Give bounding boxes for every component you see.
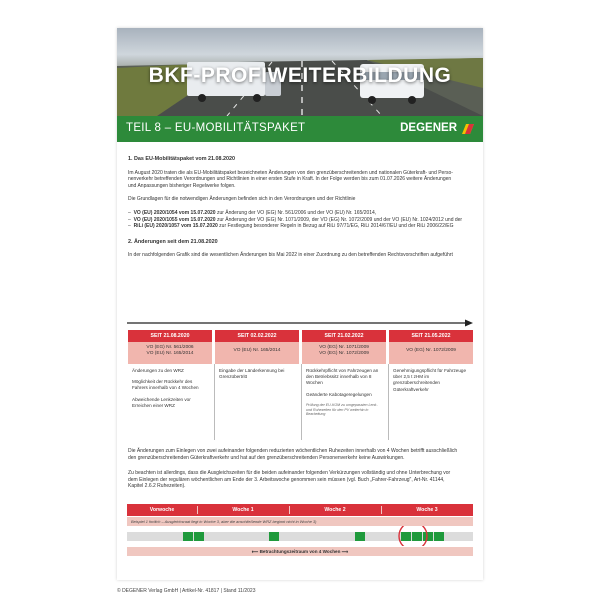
- header-photo: [117, 28, 483, 116]
- week-label: Woche 3: [416, 507, 438, 513]
- regulation-ref: VO (EU) Nr. 165/2014: [146, 351, 194, 357]
- regulation-ref: VO (EG) Nr. 1072/2009: [406, 348, 456, 353]
- regulation-desc: zur Festlegung besonderer Regeln in Bezug auf RiLi 97/71/EG, RiLi 2014/67/EU und der RiLi 2006/22/EG: [217, 223, 454, 230]
- example-caption: [127, 517, 473, 526]
- week-label: Woche 2: [324, 507, 346, 513]
- regulation-ref: VO (EG) Nr. 1072/2009: [319, 351, 369, 357]
- regulation-name: RiLi (EU) 2020/1057 vom 15.07.2020: [133, 223, 218, 230]
- change-item: Abweichende Lenkzeiten vor Erreichen einer WRZ: [132, 396, 191, 408]
- section-2-intro: In der nachfolgenden Grafik sind die wesentlichen Änderungen bis Mai 2022 in einer Zuordnung zu den betreffenden Rechtsvorschriften aufgeführt: [128, 252, 453, 259]
- rest-block: [412, 532, 422, 541]
- brand-name: DEGENER: [400, 122, 457, 134]
- basis-text: Die Grundlagen für die notwendigen Änderungen befinden sich in den Verordnungen und der Richtlinie: [128, 196, 356, 203]
- timeline-changes: [302, 364, 386, 417]
- timeline-refs: [215, 342, 299, 364]
- rest-block: [183, 532, 193, 541]
- section-1-heading: 1. Das EU-Mobilitätspaket vom 21.08.2020: [128, 156, 235, 162]
- change-note: Prüfung der EU-KOM zu umgepassten Lenk- und Ruhezeiten für den PV weiterhin in Bearbeitung: [306, 402, 378, 417]
- rest-block: [401, 532, 411, 541]
- part-title: TEIL 8 – EU-MOBILITÄTSPAKET: [126, 122, 306, 134]
- regulation-ref: VO (EG) Nr. 1071/2009: [319, 345, 369, 350]
- rest-block: [423, 532, 433, 541]
- rest-block: [434, 532, 444, 541]
- change-item: Änderungen zu den WRZ: [132, 368, 184, 373]
- change-item: Geänderte Kabotageregelungen: [306, 391, 372, 397]
- paragraph-line: den grenzüberschreitenden Güterkraftverkehr und hat auf den grenzüberschreitenden Personenverkehr keine Auswirkungen.: [128, 454, 405, 461]
- example-text: Beispiel 1 fortlich – Ausgleichsraat liegt in Woche 3, aber die anschließende WRZ beginnt nicht in Woche 3): [131, 519, 317, 524]
- paragraph-1: [128, 448, 472, 461]
- timeline-column: [302, 330, 386, 422]
- regulation-name: VO (EU) 2020/1055 vom 15.07.2020: [133, 216, 216, 223]
- timeline-changes: [128, 364, 212, 409]
- bullet-item: – VO (EU) 2020/1055 vom 15.07.2020 zur Änderung der VO (EG) Nr. 1071/2009, der VO (EG) Nr. 1072/2009 und der VO (EU) Nr. 1024/2012 und der: [128, 216, 463, 223]
- paragraph-line: dem Einlegen der regulären wöchentlichen am Ende der 3. Arbeitswoche genommen sein müssen (vgl. Buch „Fahrer-Fahrzeug", Art-Nr. 41144,: [128, 476, 445, 483]
- week-label: Woche 1: [232, 507, 254, 513]
- change-item: Rückkehrpflicht von Fahrzeugen an den Betriebssitz innerhalb von 8 Wochen: [306, 368, 379, 386]
- timeline-refs: [302, 342, 386, 364]
- regulation-ref: VO (EU) Nr. 165/2014: [233, 348, 281, 353]
- section-1: [128, 156, 472, 259]
- timeline-column: [389, 330, 473, 398]
- timeline-date: SEIT 21.05.2022: [389, 330, 473, 342]
- timeline-date: SEIT 21.02.2022: [302, 330, 386, 342]
- week-label: Vorwoche: [149, 507, 175, 513]
- bullet-item: – RiLi (EU) 2020/1057 vom 15.07.2020 zur Festlegung besonderer Regeln in Bezug auf RiLi 97/71/EG, RiLi 2014/67/EU und der RiLi 2006/22/EG: [128, 223, 454, 230]
- paragraph-2: [128, 470, 472, 490]
- intro-line: nenverkehr betreffenden Verordnungen und Richtlinien in einer ersten Stufe in Kraft. In der Folge werden bis zum 01.07.2026 weitere Änderungen: [128, 176, 452, 183]
- timeline-refs: [389, 342, 473, 364]
- change-item: Genehmigungspflicht für Fahrzeuge über 2,5 t zHM im grenzüberschreitenden Güterkraftverkehr: [393, 368, 467, 392]
- regulation-desc: zur Änderung der VO (EG) Nr. 561/2006 und der VO (EU) Nr. 165/2014,: [215, 209, 377, 216]
- timeline-changes: [215, 364, 299, 380]
- intro-line: Im August 2020 traten die als EU-Mobilitätspaket bezeichneten Änderungen von den grenzüberschreitenden und nationalen Güterkraft- und Perso-: [128, 169, 453, 176]
- paragraph-line: Die Änderungen zum Einlegen von zwei aufeinander folgenden reduzierten wöchentlichen Ruhezeiten innerhalb von 4 Wochen betrifft ausschließlich: [128, 448, 458, 454]
- rest-block: [355, 532, 365, 541]
- timeline-date: SEIT 21.08.2020: [128, 330, 212, 342]
- rest-block: [269, 532, 279, 541]
- page-title: BKF-PROFIWEITERBILDUNG: [148, 64, 452, 87]
- regulation-desc: zur Änderung der VO (EG) Nr. 1071/2009, der VO (EG) Nr. 1072/2009 und der VO (EU) Nr. 1024/2012 und der: [215, 216, 463, 223]
- part-banner: [117, 116, 483, 142]
- intro-line: und Anpassungen bisheriger Regelwerke folgen.: [128, 182, 236, 189]
- timeline-date: SEIT 02.02.2022: [215, 330, 299, 342]
- regulation-ref: VO (EG) Nr. 561/2006: [146, 345, 194, 350]
- paragraph-line: Zu beachten ist allerdings, dass die Ausgleichszeiten für die beiden aufeinander folgenden Verkürzungen vollständig und ohne Unterbrechung vor: [128, 470, 451, 476]
- timeline-refs: [128, 342, 212, 364]
- section-2-heading: 2. Änderungen seit dem 21.08.2020: [128, 238, 218, 245]
- rest-block: [194, 532, 204, 541]
- observation-window: ⟵ Betrachtungszeitraum von 4 Wochen ⟶: [127, 547, 473, 556]
- document-page: [117, 28, 483, 580]
- rest-period-strip: [127, 526, 473, 546]
- footer-text: © DEGENER Verlag GmbH | Artikel-Nr. 41817 | Stand 11/2023: [117, 588, 256, 594]
- paragraph-line: Kapitel 2.6.2 Ruhezeiten).: [128, 483, 186, 490]
- timeline-changes: [389, 364, 473, 393]
- bullet-item: – VO (EU) 2020/1054 vom 15.07.2020 zur Änderung der VO (EG) Nr. 561/2006 und der VO (EU) Nr. 165/2014,: [128, 209, 377, 216]
- timeline-column: [215, 330, 299, 385]
- timeline-column: [128, 330, 212, 414]
- timeline-arrow: [127, 319, 473, 327]
- week-header-bar: [127, 504, 473, 516]
- change-item: Möglichkeit der Rückkehr des Fahrers innerhalb von 4 Wochen: [132, 379, 199, 391]
- regulation-name: VO (EU) 2020/1054 vom 15.07.2020: [133, 209, 216, 216]
- brand-logo-icon: [462, 124, 474, 134]
- change-item: Eingabe der Länderkennung bei Grenzübertritt: [219, 368, 285, 380]
